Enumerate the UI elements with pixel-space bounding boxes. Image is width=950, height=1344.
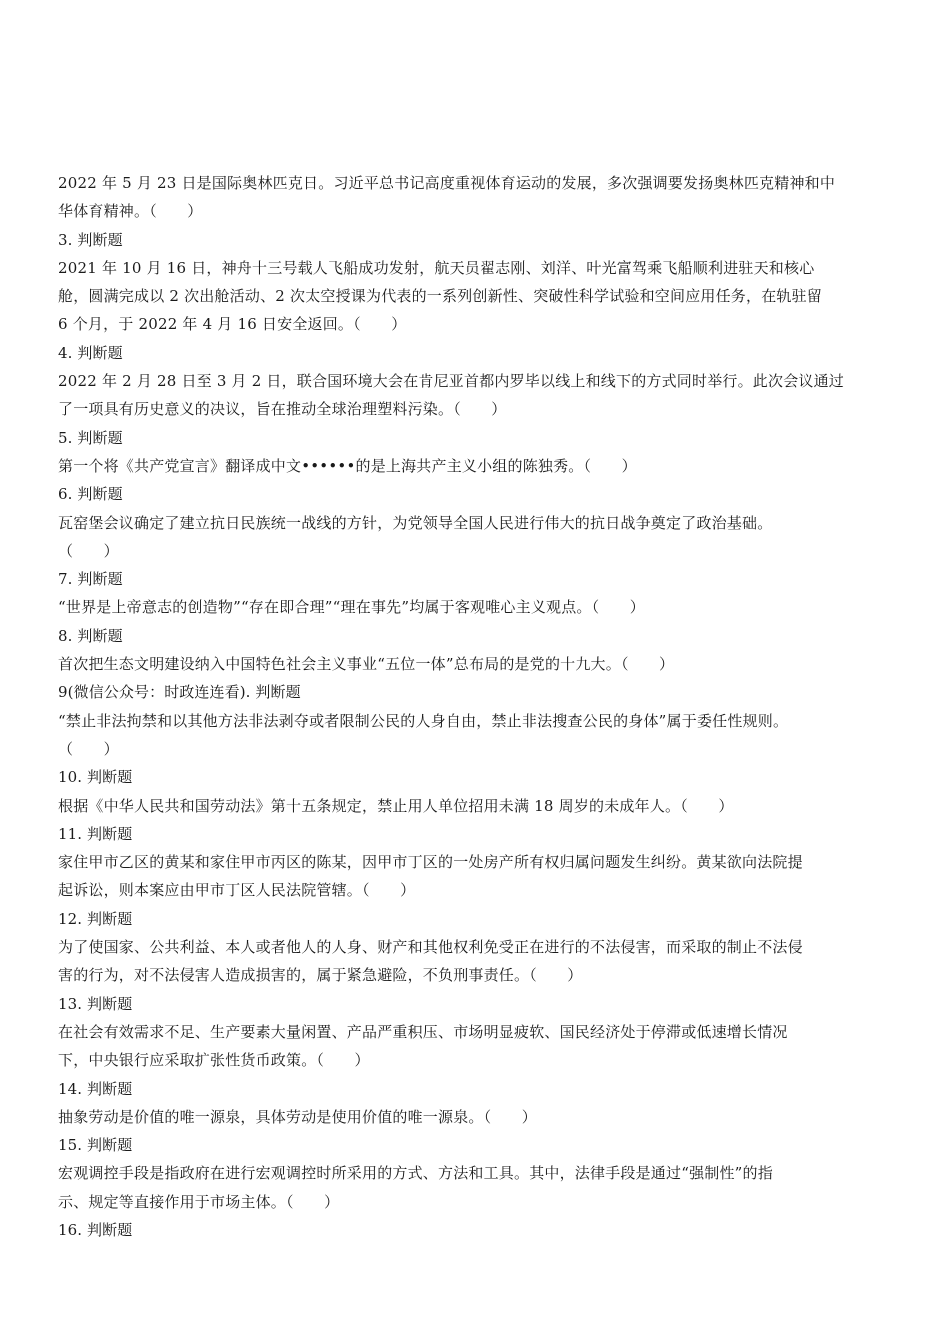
text-line: “禁止非法拘禁和以其他方法非法剥夺或者限制公民的人身自由，禁止非法搜查公民的身体”属于委任性规则。 bbox=[58, 711, 789, 730]
text-line: 为了使国家、公共利益、本人或者他人的人身、财产和其他权利免受正在进行的不法侵害，而采取的制止不法侵 bbox=[58, 938, 803, 957]
question-heading: 10. 判断题 bbox=[58, 768, 133, 787]
question-heading: 4. 判断题 bbox=[58, 343, 123, 362]
text-line: 2022 年 5 月 23 日是国际奥林匹克日。习近平总书记高度重视体育运动的发展，多次强调要发扬奥林匹克精神和中 bbox=[58, 174, 836, 192]
text-line: （ ） bbox=[58, 739, 119, 758]
text-line: 2021 年 10 月 16 日，神舟十三号载人飞船成功发射，航天员翟志刚、刘洋、叶光富驾乘飞船顺利进驻天和核心 bbox=[58, 258, 815, 277]
text-line: 宏观调控手段是指政府在进行宏观调控时所采用的方式、方法和工具。其中，法律手段是通过“强制性”的指 bbox=[58, 1164, 773, 1183]
text-line: 瓦窑堡会议确定了建立抗日民族统一战线的方针，为党领导全国人民进行伟大的抗日战争奠定了政治基础。 bbox=[58, 513, 773, 532]
question-heading: 11. 判断题 bbox=[58, 824, 133, 843]
question-heading: 16. 判断题 bbox=[58, 1220, 133, 1239]
text-line: 下，中央银行应采取扩张性货币政策。（ ） bbox=[58, 1051, 370, 1070]
question-heading: 7. 判断题 bbox=[58, 570, 123, 589]
text-line: 了一项具有历史意义的决议，旨在推动全球治理塑料污染。（ ） bbox=[58, 400, 507, 419]
text-line: 华体育精神。（ ） bbox=[58, 202, 203, 221]
text-line: 根据《中华人民共和国劳动法》第十五条规定，禁止用人单位招用未满 18 周岁的未成年人。（ ） bbox=[58, 796, 734, 815]
text-line: 在社会有效需求不足、生产要素大量闲置、产品严重积压、市场明显疲软、国民经济处于停滞或低速增长情况 bbox=[58, 1022, 788, 1041]
question-heading: 15. 判断题 bbox=[58, 1136, 133, 1155]
text-line: 第一个将《共产党宣言》翻译成中文••••••的是上海共产主义小组的陈独秀。（ ） bbox=[58, 456, 637, 475]
question-heading: 14. 判断题 bbox=[58, 1079, 133, 1098]
text-line: 害的行为，对不法侵害人造成损害的，属于紧急避险，不负刑事责任。（ ） bbox=[58, 966, 583, 985]
question-heading: 13. 判断题 bbox=[58, 994, 133, 1013]
text-line: 2022 年 2 月 28 日至 3 月 2 日，联合国环境大会在肯尼亚首都内罗毕以线上和线下的方式同时举行。此次会议通过 bbox=[58, 372, 845, 391]
text-line: 首次把生态文明建设纳入中国特色社会主义事业“五位一体”总布局的是党的十九大。（ ） bbox=[58, 655, 675, 674]
question-heading: 3. 判断题 bbox=[58, 230, 123, 249]
text-line: 6 个月，于 2022 年 4 月 16 日安全返回。（ ） bbox=[58, 315, 407, 334]
text-line: 家住甲市乙区的黄某和家住甲市丙区的陈某，因甲市丁区的一处房产所有权归属问题发生纠纷。黄某欲向法院提 bbox=[58, 853, 803, 872]
text-line: 起诉讼，则本案应由甲市丁区人民法院管辖。（ ） bbox=[58, 881, 416, 900]
question-heading: 9(微信公众号：时政连连看). 判断题 bbox=[58, 683, 301, 702]
text-line: 示、规定等直接作用于市场主体。（ ） bbox=[58, 1192, 340, 1211]
question-heading: 12. 判断题 bbox=[58, 909, 133, 928]
document-page bbox=[58, 169, 870, 1244]
text-line: （ ） bbox=[58, 541, 119, 560]
question-heading: 8. 判断题 bbox=[58, 626, 123, 645]
text-line: 舱，圆满完成以 2 次出舱活动、2 次太空授课为代表的一系列创新性、突破性科学试验和空间应用任务，在轨驻留 bbox=[58, 287, 822, 306]
question-heading: 5. 判断题 bbox=[58, 428, 123, 447]
text-line: “世界是上帝意志的创造物”“存在即合理”“理在事先”均属于客观唯心主义观点。（ ） bbox=[58, 598, 645, 617]
question-heading: 6. 判断题 bbox=[58, 485, 123, 504]
text-line: 抽象劳动是价值的唯一源泉，具体劳动是使用价值的唯一源泉。（ ） bbox=[58, 1107, 537, 1126]
